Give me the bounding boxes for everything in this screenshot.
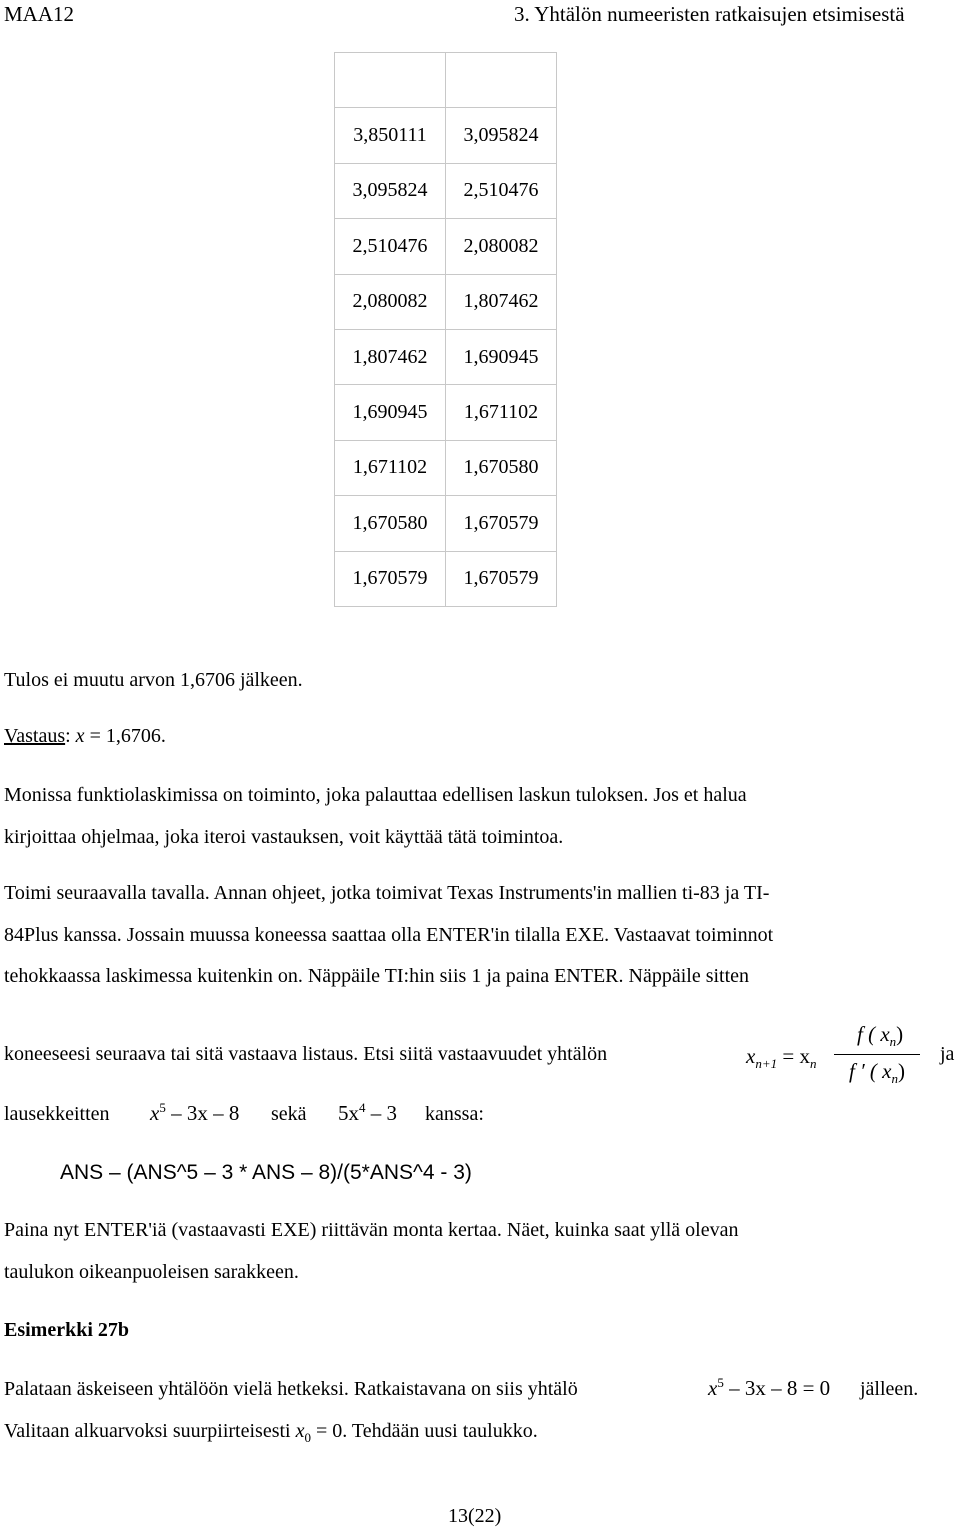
- paragraph-2-line-5b: sekä: [271, 1103, 307, 1125]
- expression-f: $x^5 - 3x - 8$: [150, 1100, 240, 1125]
- paragraph-4-line-2: Valitaan alkuarvoksi suurpiirteisesti $x_0 = 0$. Tehdään uusi taulukko.: [4, 1420, 538, 1445]
- answer-value: = 1,6706.: [84, 725, 166, 747]
- table-row: [335, 440, 557, 495]
- table-row: [335, 108, 557, 163]
- table-cell-xn1: 2,510476: [446, 163, 557, 218]
- paragraph-2-line-5a: lausekkeitten: [4, 1103, 110, 1125]
- calculator-ans-expression: ANS – (ANS^5 – 3 * ANS – 8)/(5*ANS^4 - 3): [60, 1161, 472, 1184]
- table-cell-xn: 2,510476: [335, 219, 446, 274]
- paragraph-3-line-1: Paina nyt ENTER'iä (vastaavasti EXE) riittävän monta kertaa. Näet, kuinka saat yllä olevan: [4, 1219, 739, 1241]
- table-cell-xn1: 1,670579: [446, 496, 557, 551]
- example-heading: Esimerkki 27b: [4, 1319, 130, 1341]
- page-number: 13(22): [448, 1505, 502, 1527]
- paragraph-2-line-4: koneeseesi seuraava tai sitä vastaava listaus. Etsi siitä vastaavuudet yhtälön: [4, 1043, 608, 1065]
- table-cell-xn: 1,671102: [335, 440, 446, 495]
- table-row: [335, 274, 557, 329]
- newton-formula-numerator: f ( $x_n$): [857, 1022, 904, 1050]
- paragraph-4-line-1b: jälleen.: [860, 1378, 919, 1400]
- table-row: [335, 329, 557, 384]
- table-row: [335, 385, 557, 440]
- table-cell-xn: 1,690945: [335, 385, 446, 440]
- paragraph-2-line-5c: kanssa:: [425, 1103, 484, 1125]
- answer-variable: x: [75, 725, 85, 747]
- table-row: [335, 551, 557, 606]
- newton-fraction-bar: [834, 1054, 920, 1055]
- paragraph-4-line-1a: Palataan äskeiseen yhtälöön vielä hetkeksi. Ratkaistavana on siis yhtälö: [4, 1378, 578, 1400]
- paragraph-2-line-2: 84Plus kanssa. Jossain muussa koneessa saattaa olla ENTER'in tilalla EXE. Vastaavat toiminnot: [4, 924, 774, 946]
- answer-line: Vastaus: x = 1,6706.: [4, 725, 166, 747]
- table-row: [335, 496, 557, 551]
- answer-label: Vastaus: [4, 725, 66, 747]
- expression-f-prime: $5x^4 - 3$: [338, 1100, 397, 1125]
- paragraph-3-line-2: taulukon oikeanpuoleisen sarakkeen.: [4, 1261, 299, 1283]
- paragraph-2-line-3: tehokkaassa laskimessa kuitenkin on. Näppäile TI:hin siis 1 ja paina ENTER. Näppäile sitten: [4, 965, 750, 987]
- table-cell-xn1: [446, 53, 557, 108]
- paragraph-1-line-2: kirjoittaa ohjelmaa, joka iteroi vastauksen, voit käyttää tätä toimintoa.: [4, 826, 564, 848]
- table-cell-xn: 1,670579: [335, 551, 446, 606]
- table-cell-xn: 1,807462: [335, 329, 446, 384]
- table-cell-xn1: 1,670580: [446, 440, 557, 495]
- table-cell-xn: 1,670580: [335, 496, 446, 551]
- table-row: [335, 219, 557, 274]
- table-cell-xn: 3,095824: [335, 163, 446, 218]
- table-cell-xn: 2,080082: [335, 274, 446, 329]
- table-row: [335, 163, 557, 218]
- newton-formula-lhs: $x_{n+1} = x_n$: [746, 1044, 817, 1072]
- newton-formula-denominator: f ′ ( $x_n$): [849, 1059, 905, 1087]
- table-cell-xn: [335, 53, 446, 108]
- table-row: [335, 53, 557, 108]
- table-cell-xn: 3,850111: [335, 108, 446, 163]
- result-text: Tulos ei muutu arvon 1,6706 jälkeen.: [4, 669, 303, 691]
- table-cell-xn1: 3,095824: [446, 108, 557, 163]
- header-course: MAA12: [4, 2, 75, 26]
- table-cell-xn1: 1,690945: [446, 329, 557, 384]
- header-chapter: 3. Yhtälön numeeristen ratkaisujen etsimisestä: [514, 2, 905, 26]
- paragraph-2-line-1: Toimi seuraavalla tavalla. Annan ohjeet, jotka toimivat Texas Instruments'in mallien ti-83 ja TI-: [4, 882, 770, 904]
- paragraph-2-line-4-end: ja: [940, 1043, 955, 1065]
- iteration-table: [334, 52, 557, 607]
- table-cell-xn1: 1,670579: [446, 551, 557, 606]
- equation-to-solve: $x^5 - 3x - 8 = 0$: [708, 1375, 831, 1400]
- paragraph-1-line-1: Monissa funktiolaskimissa on toiminto, joka palauttaa edellisen laskun tuloksen. Jos et halua: [4, 784, 747, 806]
- table-cell-xn1: 2,080082: [446, 219, 557, 274]
- table-cell-xn1: 1,807462: [446, 274, 557, 329]
- table-cell-xn1: 1,671102: [446, 385, 557, 440]
